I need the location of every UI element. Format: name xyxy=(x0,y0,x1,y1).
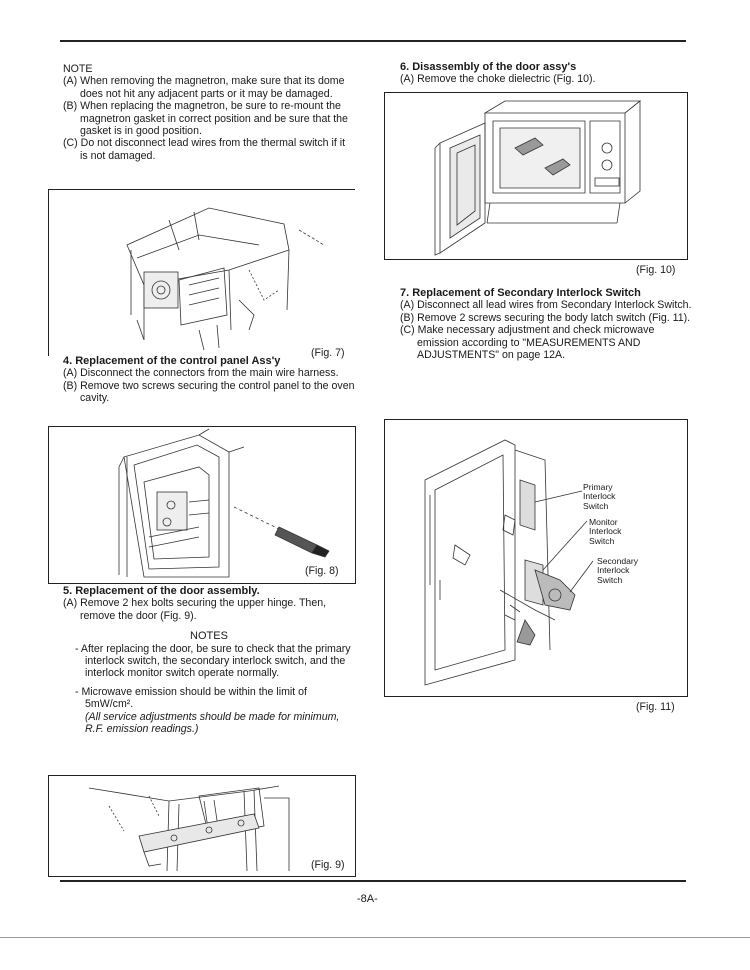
section-7-block xyxy=(400,287,692,361)
section-5-note-1-text: After replacing the door, be sure to check that the primary interlock switch, the secondary interlock switch, and the interlock monitor switch operate normally. xyxy=(80,642,351,680)
figure-11-caption: (Fig. 11) xyxy=(636,701,675,713)
note-item-c-text: Do not disconnect lead wires from the thermal switch if it is not damaged. xyxy=(80,137,346,162)
control-panel-illustration xyxy=(49,427,355,583)
section-7-item-c-marker: (C) xyxy=(400,324,415,337)
bottom-edge-rule xyxy=(0,937,750,938)
section-7-item-a xyxy=(400,299,692,311)
section-5-note-2 xyxy=(63,686,355,711)
section-5-note-2-text: Microwave emission should be within the limit of 5mW/cm². xyxy=(81,685,307,711)
section-6-item-a xyxy=(400,73,692,85)
note-item-b xyxy=(63,100,355,137)
note-item-b-text: When replacing the magnetron, be sure to re-mount the magnetron gasket in correct position and be sure that the gasket is in good position. xyxy=(80,100,348,138)
note-item-a-text: When removing the magnetron, make sure that its dome does not hit any adjacent parts or it may be damaged. xyxy=(80,75,345,100)
secondary-interlock-switch-label: Secondary Interlock Switch xyxy=(597,556,639,585)
section-7-item-a-text: Disconnect all lead wires from Secondary Interlock Switch. xyxy=(417,299,692,312)
page-number: -8A- xyxy=(357,893,378,905)
note-block xyxy=(63,63,355,162)
section-7-item-a-marker: (A) xyxy=(400,299,415,312)
figure-7-magnetron xyxy=(48,189,355,356)
section-6-item-a-text: Remove the choke dielectric (Fig. 10). xyxy=(417,73,596,86)
section-5-note-1-marker: - xyxy=(75,642,79,655)
microwave-illustration xyxy=(385,93,687,259)
note-item-a xyxy=(63,75,355,100)
section-7-item-b-marker: (B) xyxy=(400,311,415,324)
primary-interlock-switch-label: Primary Interlock Switch xyxy=(583,482,616,511)
note-item-c-marker: (C) xyxy=(63,137,78,150)
section-5-note-1 xyxy=(63,643,355,680)
figure-11-interlock-switches xyxy=(384,419,688,697)
section-4-block xyxy=(63,355,355,405)
section-4-item-a-marker: (A) xyxy=(63,367,78,380)
interlock-illustration xyxy=(385,420,687,696)
section-4-item-a-text: Disconnect the connectors from the main wire harness. xyxy=(80,367,339,380)
note-heading: NOTE xyxy=(63,63,93,75)
section-5-notes-heading: NOTES xyxy=(190,630,228,643)
section-4-item-b xyxy=(63,380,355,405)
section-4-item-b-marker: (B) xyxy=(63,379,78,392)
figure-10-microwave-door-open xyxy=(384,92,688,260)
top-rule xyxy=(60,40,686,42)
figure-9-door-hinge xyxy=(48,775,356,877)
figure-8-control-panel xyxy=(48,426,356,584)
section-5-item-a-text: Remove 2 hex bolts securing the upper hinge. Then, remove the door (Fig. 9). xyxy=(80,597,327,622)
monitor-interlock-switch-label: Monitor Interlock Switch xyxy=(589,517,622,546)
section-4-item-b-text: Remove two screws securing the control panel to the oven cavity. xyxy=(80,379,355,405)
figure-7-caption: (Fig. 7) xyxy=(311,347,345,359)
section-5-block xyxy=(63,585,355,735)
figure-9-caption: (Fig. 9) xyxy=(311,859,345,871)
door-hinge-illustration xyxy=(49,776,355,876)
figure-8-caption: (Fig. 8) xyxy=(305,565,339,577)
section-5-item-a xyxy=(63,597,355,622)
section-7-title: 7. Replacement of Secondary Interlock Switch xyxy=(400,287,641,299)
section-5-note-2-marker: - xyxy=(75,685,79,698)
section-7-item-c xyxy=(400,324,692,361)
section-5-title: 5. Replacement of the door assembly. xyxy=(63,585,260,597)
section-7-item-c-text: Make necessary adjustment and check microwave emission according to "MEASUREMENTS AND ADJUSTMENTS" on page 12A. xyxy=(417,324,655,362)
note-item-c xyxy=(63,137,355,162)
figure-10-caption: (Fig. 10) xyxy=(636,264,676,276)
section-6-title: 6. Disassembly of the door assy's xyxy=(400,61,577,73)
section-7-item-b xyxy=(400,312,692,324)
bottom-rule xyxy=(60,880,686,882)
section-7-item-b-text: Remove 2 screws securing the body latch switch (Fig. 11). xyxy=(417,311,691,324)
section-6-block xyxy=(400,61,692,86)
note-item-b-marker: (B) xyxy=(63,100,78,113)
section-6-item-a-marker: (A) xyxy=(400,73,415,86)
section-4-item-a xyxy=(63,367,355,379)
section-4-title: 4. Replacement of the control panel Ass'y xyxy=(63,355,281,367)
magnetron-illustration xyxy=(49,190,355,356)
section-5-italic-note: (All service adjustments should be made for minimum, R.F. emission readings.) xyxy=(85,710,340,736)
note-item-a-marker: (A) xyxy=(63,75,78,88)
section-5-item-a-marker: (A) xyxy=(63,597,78,610)
